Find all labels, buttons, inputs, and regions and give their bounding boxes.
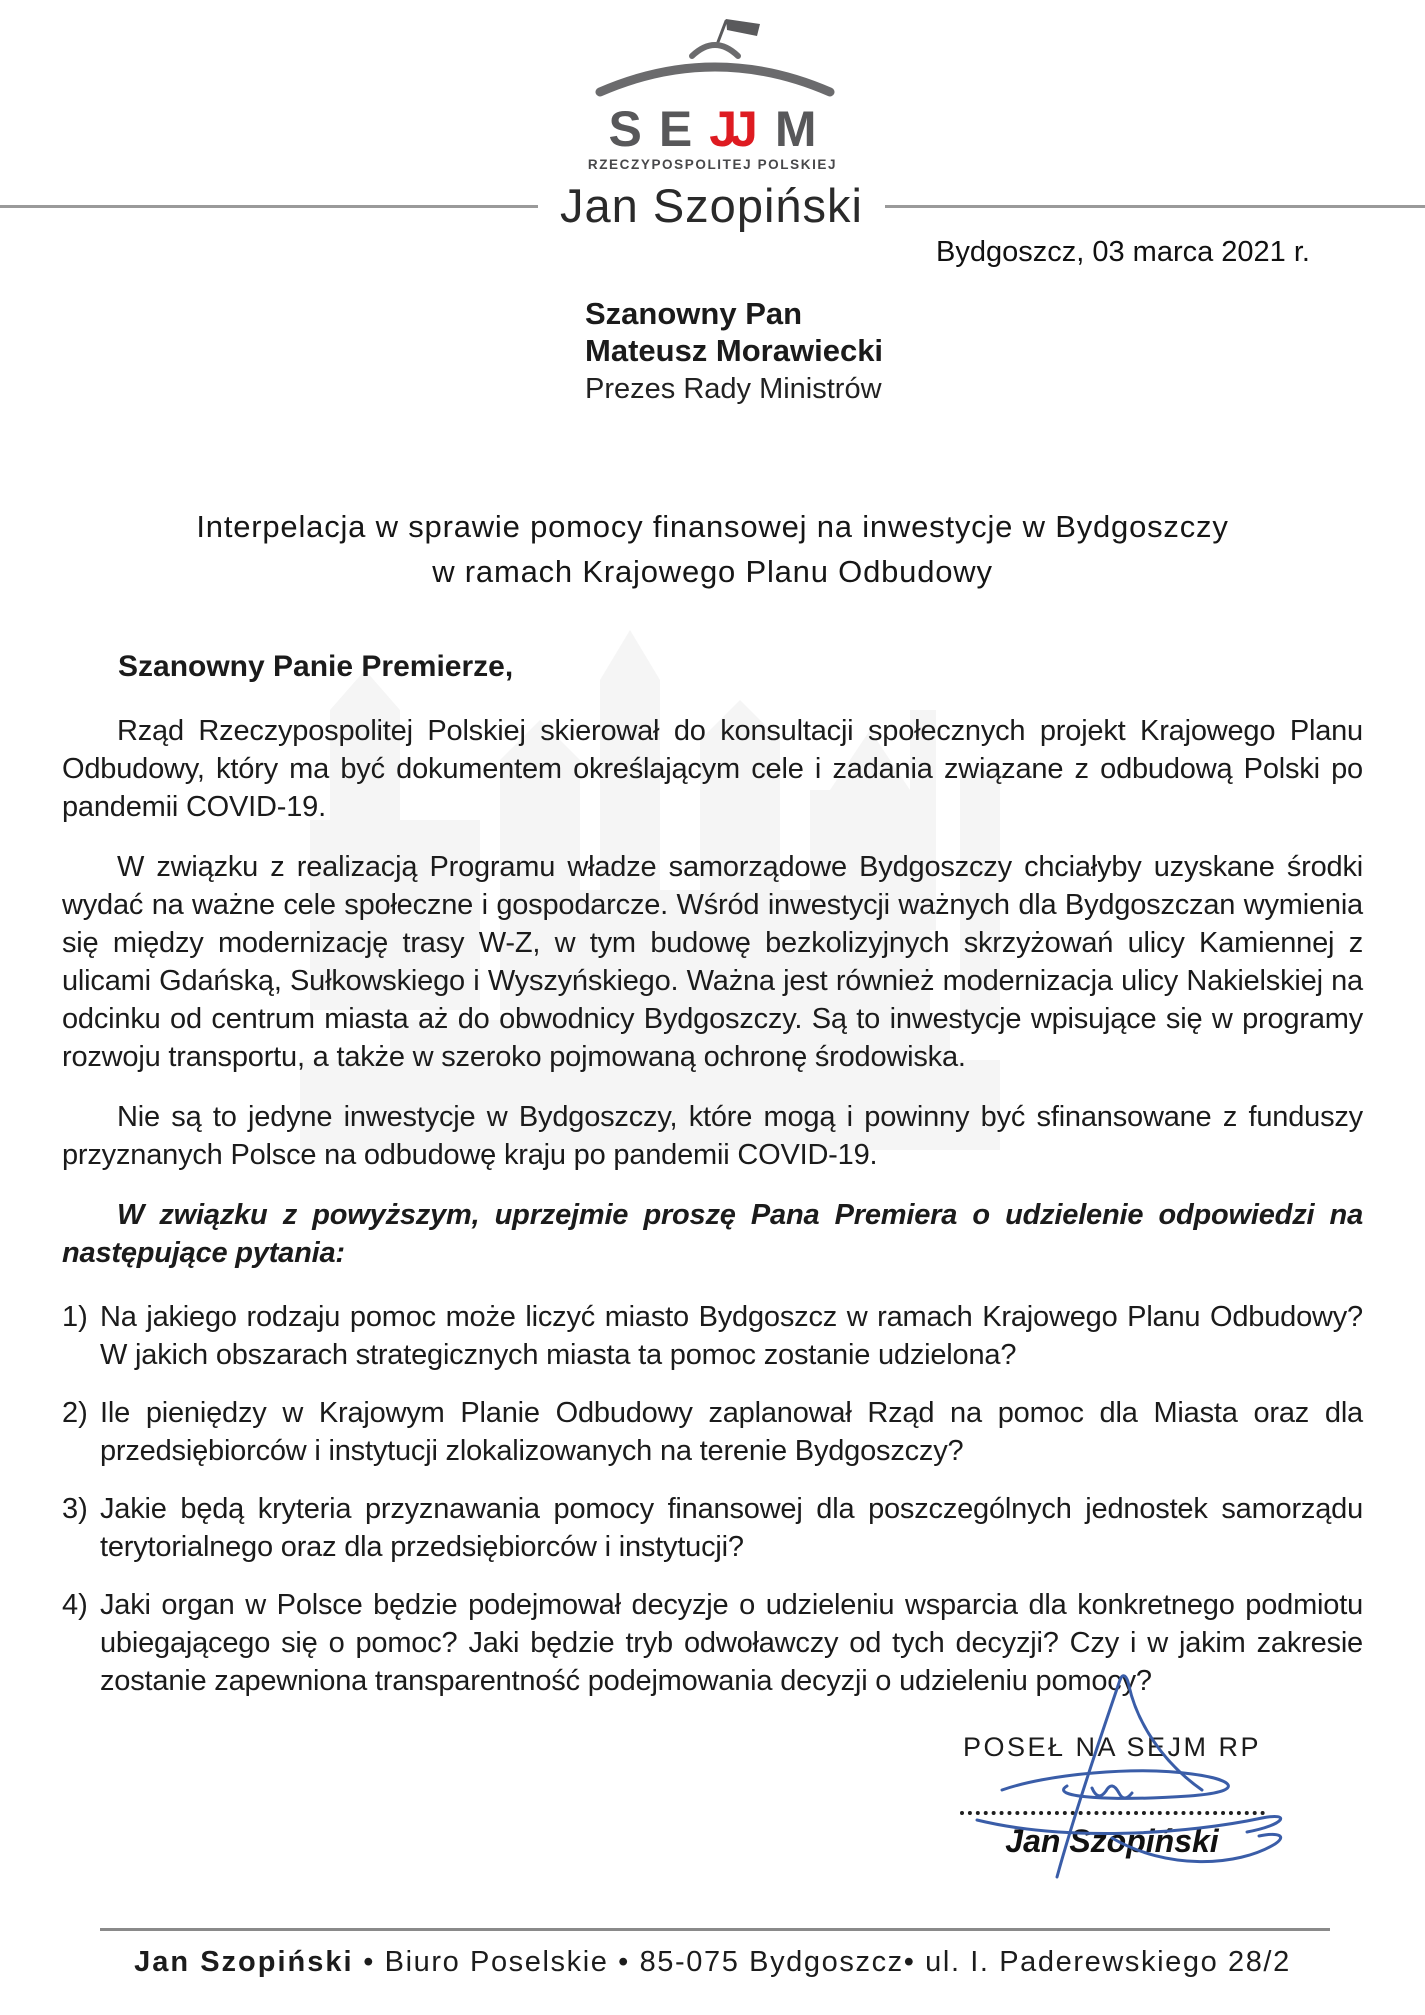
- request-paragraph: W związku z powyższym, uprzejmie proszę Pana Premiera o udzielenie odpowiedzi na następujące pytania:: [62, 1199, 1363, 1269]
- question-item-2: [62, 1394, 1363, 1470]
- question-number: 4): [62, 1589, 88, 1621]
- signature-block: [952, 1732, 1272, 1860]
- signature-dotted-line: [960, 1811, 1265, 1815]
- question-number: 3): [62, 1493, 88, 1525]
- letterhead: [0, 0, 1425, 269]
- footer-rule: [100, 1928, 1330, 1931]
- question-text: Jaki organ w Polsce będzie podejmował decyzje o udzieleniu wsparcia dla konkretnego podmiotu ubiegającego się o pomoc? Jaki będzie tryb odwoławczy od tych decyzji? Czy i w jakim zakresie zostanie zapewniona transparentność podejmowania decyzji o udzieleniu pomocy?: [100, 1589, 1363, 1697]
- date-line: Bydgoszcz, 03 marca 2021 r.: [936, 236, 1310, 268]
- sejm-letter-m: M: [774, 101, 817, 157]
- footer: [0, 1946, 1425, 1979]
- paragraph-2: W związku z realizacją Programu władze samorządowe Bydgoszczy chciałyby uzyskane środki wydać na ważne cele społeczne i gospodarcze. Wśród inwestycji ważnych dla Bydgoszczan wymienia się między modernizację trasy W-Z, w tym budowę bezkolizyjnych skrzyżowań ulicy Kamiennej z ulicami Gdańską, Sułkowskiego i Wyszyńskiego. Ważna jest również modernizacja ulicy Nakielskiej na odcinku od centrum miasta aż do obwodnicy Bydgoszczy. Są to inwestycje wpisujące się w programy rozwoju transportu, a także w szeroko pojmowaną ochronę środowiska.: [62, 851, 1363, 1073]
- rule-right: [885, 205, 1425, 208]
- question-text: Na jakiego rodzaju pomoc może liczyć miasto Bydgoszcz w ramach Krajowego Planu Odbudowy? W jakich obszarach strategicznych miasta ta pomoc zostanie udzielona?: [100, 1301, 1363, 1371]
- letter-salutation: Szanowny Panie Premierze,: [118, 650, 514, 683]
- sejm-subtitle: RZECZYPOSPOLITEJ POLSKIEJ: [587, 157, 838, 172]
- sejm-logo: [588, 16, 838, 172]
- paragraph-3: Nie są to jedyne inwestycje w Bydgoszczy, które mogą i powinny być sfinansowane z funduszy przyznanych Polsce na odbudowę kraju po pandemii COVID-19.: [62, 1101, 1363, 1171]
- footer-address: • Biuro Poselskie • 85-075 Bydgoszcz• ul. I. Paderewskiego 28/2: [363, 1946, 1291, 1978]
- recipient-block: [585, 295, 1425, 408]
- rule-left: [0, 205, 538, 208]
- question-text: Jakie będą kryteria przyznawania pomocy finansowej dla poszczególnych jednostek samorządu terytorialnego oraz dla przedsiębiorców i instytucji?: [100, 1493, 1363, 1563]
- question-number: 1): [62, 1301, 88, 1333]
- date-row: [0, 236, 1425, 269]
- letterhead-name: Jan Szopiński: [560, 179, 863, 232]
- signature-name: Jan Szopiński: [1005, 1823, 1219, 1859]
- footer-name: Jan Szopiński: [134, 1946, 354, 1978]
- question-number: 2): [62, 1397, 88, 1429]
- question-item-3: [62, 1490, 1363, 1566]
- recipient-salutation: Szanowny Pan: [585, 296, 803, 331]
- subject-block: [0, 504, 1425, 594]
- question-item-4: [62, 1586, 1363, 1700]
- signature-role: POSEŁ NA SEJM RP: [962, 1732, 1262, 1762]
- paragraph-1: Rząd Rzeczypospolitej Polskiej skierował do konsultacji społecznych projekt Krajowego Planu Odbudowy, który ma być dokumentem określającym cele i zadania związane z odbudową Polski po pandemii COVID-19.: [62, 715, 1363, 823]
- sejm-wordmark: [588, 101, 838, 157]
- questions-list: [62, 1298, 1363, 1700]
- sejm-letters-jj: JJ: [709, 101, 751, 157]
- question-text: Ile pieniędzy w Krajowym Planie Odbudowy zaplanował Rząd na pomoc dla Miasta oraz dla przedsiębiorców i instytucji zlokalizowanych na terenie Bydgoszczy?: [100, 1397, 1363, 1467]
- subject-line-2: w ramach Krajowego Planu Odbudowy: [432, 554, 993, 589]
- question-item-1: [62, 1298, 1363, 1374]
- recipient-title: Prezes Rady Ministrów: [585, 373, 882, 405]
- recipient-name: Mateusz Morawiecki: [585, 333, 884, 368]
- sejm-letters-se: SE: [608, 101, 710, 157]
- sejm-dome-icon: [588, 16, 838, 100]
- subject-line-1: Interpelacja w sprawie pomocy finansowej na inwestycje w Bydgoszczy: [196, 509, 1229, 544]
- letterhead-name-row: [0, 178, 1425, 234]
